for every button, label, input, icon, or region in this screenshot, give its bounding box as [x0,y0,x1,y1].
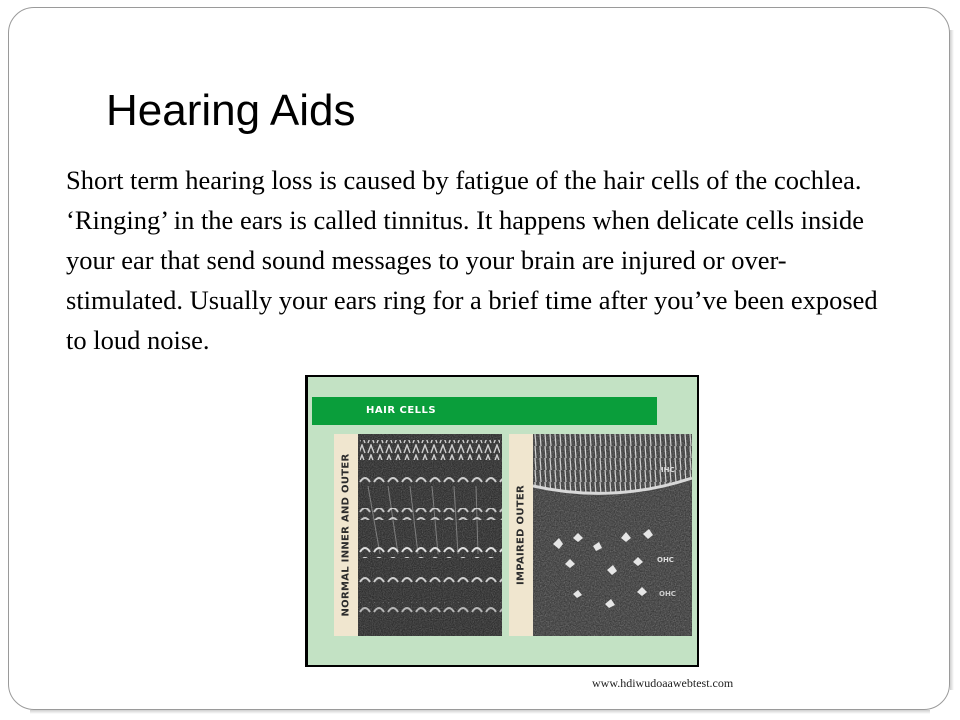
source-url: www.hdiwudoaawebtest.com [592,676,734,690]
ohc-annotation-lower: OHC [659,590,676,598]
ohc-annotation: OHC [657,556,674,564]
impaired-label: IMPAIRED OUTER [515,484,527,586]
slide-body-text: Short term hearing loss is caused by fatigue of the hair cells of the cochlea. ‘Ringing’ in the ears is called tinnitus. It happens when delicate cells inside your ear that send sound messages to your brain are injured or over-stimulated. Usually your ears ring for a brief time after you’ve been exposed to loud noise. [66,165,878,355]
figure-background [308,377,697,665]
normal-hair-cells-panel [334,434,502,636]
impaired-label-strip [509,434,533,636]
hair-cells-figure [305,375,699,667]
figure-header: HAIR CELLS [312,397,657,425]
slide-title: Hearing Aids [106,86,356,135]
impaired-hair-cells-micrograph [533,434,692,636]
normal-label: NORMAL INNER AND OUTER [340,453,352,617]
normal-label-strip [334,434,358,636]
impaired-hair-cells-panel [509,434,692,636]
ihc-annotation: IHC [661,466,675,474]
normal-hair-cells-micrograph [358,434,502,636]
slide-shadow-bottom [30,710,930,714]
slide-shadow-right [950,30,954,690]
